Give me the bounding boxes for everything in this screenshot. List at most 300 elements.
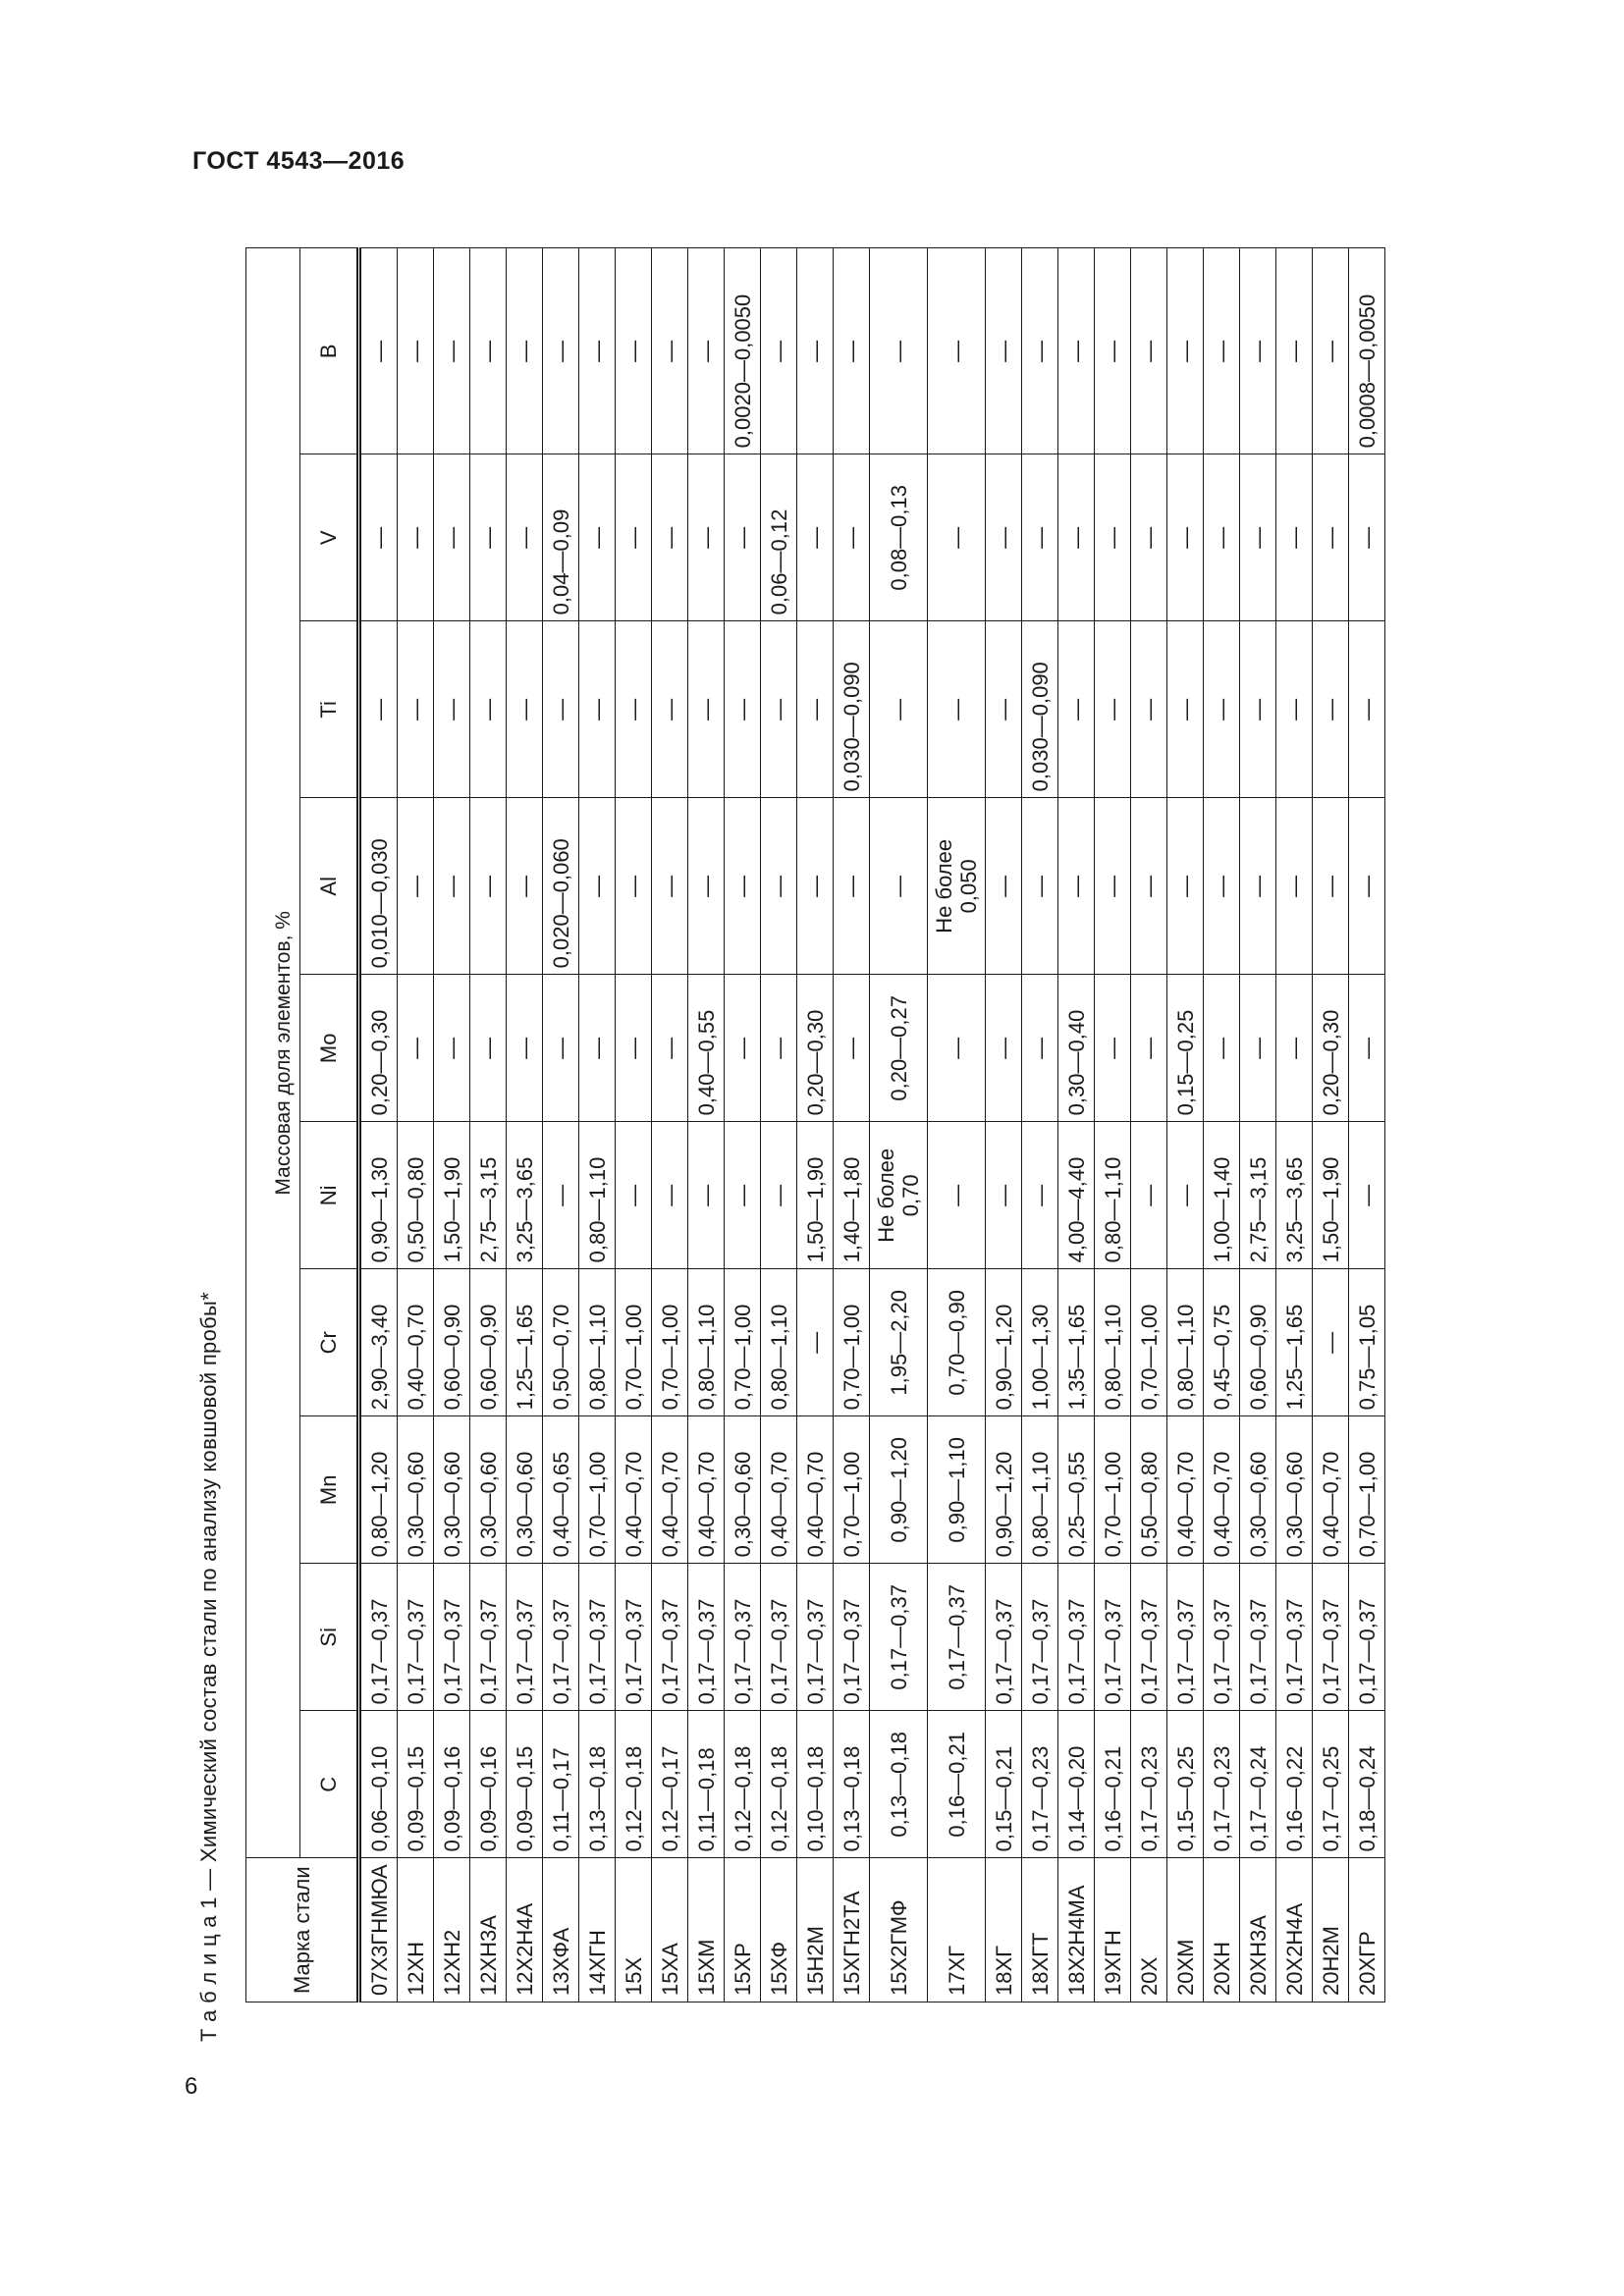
steel-grade-cell: 15Н2М xyxy=(797,1858,834,2002)
composition-cell: — xyxy=(579,621,616,798)
composition-cell: 0,17—0,37 xyxy=(1022,1564,1058,1711)
composition-cell: 0,70—1,00 xyxy=(652,1269,688,1416)
composition-cell: — xyxy=(359,248,398,454)
composition-cell: 0,40—0,70 xyxy=(616,1416,652,1564)
composition-cell: — xyxy=(928,1122,986,1269)
composition-cell: — xyxy=(398,454,434,621)
composition-cell: — xyxy=(652,975,688,1122)
composition-cell: 0,80—1,10 xyxy=(579,1269,616,1416)
composition-cell: 0,20—0,30 xyxy=(797,975,834,1122)
composition-cell: — xyxy=(470,454,507,621)
table-body xyxy=(359,248,1385,2002)
element-header-row xyxy=(300,248,359,2002)
composition-cell: 2,75—3,15 xyxy=(1240,1122,1276,1269)
composition-cell: — xyxy=(1276,248,1313,454)
composition-cell: 0,16—0,22 xyxy=(1276,1711,1313,1858)
composition-cell: 1,25—1,65 xyxy=(1276,1269,1313,1416)
composition-cell: — xyxy=(725,454,761,621)
composition-cell: 0,70—1,00 xyxy=(1095,1416,1131,1564)
composition-cell: 0,17—0,37 xyxy=(725,1564,761,1711)
composition-cell: 0,17—0,37 xyxy=(797,1564,834,1711)
composition-cell: — xyxy=(986,1122,1022,1269)
element-header-cell: V xyxy=(300,454,359,621)
composition-cell: — xyxy=(398,798,434,975)
composition-cell: 0,40—0,65 xyxy=(543,1416,579,1564)
composition-cell: Не более 0,70 xyxy=(870,1122,928,1269)
composition-cell: 0,09—0,15 xyxy=(507,1711,543,1858)
composition-cell: — xyxy=(725,798,761,975)
table-row xyxy=(1276,248,1313,2002)
composition-cell: 0,13—0,18 xyxy=(870,1711,928,1858)
composition-cell: — xyxy=(398,621,434,798)
composition-cell: — xyxy=(1022,798,1058,975)
composition-cell: 0,17—0,37 xyxy=(579,1564,616,1711)
composition-cell: 0,20—0,27 xyxy=(870,975,928,1122)
composition-cell: 0,17—0,37 xyxy=(1349,1564,1385,1711)
composition-cell: 0,15—0,25 xyxy=(1167,975,1204,1122)
table-row xyxy=(359,248,398,2002)
composition-cell: 1,50—1,90 xyxy=(1313,1122,1349,1269)
rotated-table-block xyxy=(196,196,1473,2042)
composition-cell: 0,18—0,24 xyxy=(1349,1711,1385,1858)
table-row xyxy=(398,248,434,2002)
table-row xyxy=(928,248,986,2002)
composition-cell: — xyxy=(870,248,928,454)
composition-cell: 0,40—0,70 xyxy=(398,1269,434,1416)
composition-cell: — xyxy=(1058,798,1095,975)
composition-cell: 0,0008—0,0050 xyxy=(1349,248,1385,454)
composition-cell: — xyxy=(688,454,725,621)
steel-grade-cell: 18Х2Н4МА xyxy=(1058,1858,1095,2002)
composition-cell: — xyxy=(1349,1122,1385,1269)
steel-grade-cell: 12ХН2 xyxy=(434,1858,470,2002)
composition-cell: — xyxy=(1095,248,1131,454)
composition-cell: 0,17—0,37 xyxy=(834,1564,870,1711)
composition-cell: — xyxy=(1276,621,1313,798)
composition-cell: — xyxy=(986,621,1022,798)
steel-grade-cell: 12ХН3А xyxy=(470,1858,507,2002)
composition-cell: — xyxy=(470,248,507,454)
composition-cell: — xyxy=(1167,798,1204,975)
composition-cell: — xyxy=(470,621,507,798)
steel-grade-cell: 17ХГ xyxy=(928,1858,986,2002)
composition-cell: — xyxy=(507,248,543,454)
element-header-cell: B xyxy=(300,248,359,454)
steel-grade-cell: 20Х xyxy=(1131,1858,1167,2002)
composition-cell: — xyxy=(1349,621,1385,798)
composition-cell: 0,40—0,70 xyxy=(761,1416,797,1564)
composition-cell: 2,75—3,15 xyxy=(470,1122,507,1269)
composition-cell: 0,10—0,18 xyxy=(797,1711,834,1858)
composition-cell: — xyxy=(398,248,434,454)
steel-grade-cell: 07Х3ГНМЮА xyxy=(359,1858,398,2002)
composition-cell: — xyxy=(1022,1122,1058,1269)
composition-cell: — xyxy=(1349,454,1385,621)
composition-cell: — xyxy=(1058,621,1095,798)
composition-cell: — xyxy=(834,248,870,454)
composition-cell: — xyxy=(1240,975,1276,1122)
composition-cell: 0,50—0,70 xyxy=(543,1269,579,1416)
composition-cell: — xyxy=(1022,248,1058,454)
composition-cell: — xyxy=(986,975,1022,1122)
composition-cell: 0,17—0,37 xyxy=(1167,1564,1204,1711)
composition-cell: — xyxy=(507,621,543,798)
page-number: 6 xyxy=(185,2073,198,2100)
table-row xyxy=(688,248,725,2002)
table-row xyxy=(1240,248,1276,2002)
composition-cell: — xyxy=(928,621,986,798)
composition-cell: — xyxy=(1313,248,1349,454)
composition-cell: — xyxy=(579,975,616,1122)
composition-cell: — xyxy=(1204,248,1240,454)
composition-cell: 0,020—0,060 xyxy=(543,798,579,975)
table-row xyxy=(1058,248,1095,2002)
composition-cell: 1,25—1,65 xyxy=(507,1269,543,1416)
composition-cell: 0,17—0,37 xyxy=(688,1564,725,1711)
composition-cell: 0,17—0,37 xyxy=(1095,1564,1131,1711)
element-header-cell: Si xyxy=(300,1564,359,1711)
composition-cell: 0,40—0,70 xyxy=(1167,1416,1204,1564)
composition-cell: — xyxy=(797,798,834,975)
composition-cell: — xyxy=(616,454,652,621)
composition-cell: 0,09—0,16 xyxy=(470,1711,507,1858)
composition-cell: 0,90—1,10 xyxy=(928,1416,986,1564)
composition-cell: — xyxy=(1276,798,1313,975)
composition-cell: 1,50—1,90 xyxy=(797,1122,834,1269)
element-header-cell: Al xyxy=(300,798,359,975)
composition-cell: — xyxy=(761,248,797,454)
composition-cell: — xyxy=(797,621,834,798)
composition-cell: 0,17—0,37 xyxy=(470,1564,507,1711)
composition-cell: 0,80—1,10 xyxy=(1167,1269,1204,1416)
composition-cell: 0,90—1,30 xyxy=(359,1122,398,1269)
composition-cell: — xyxy=(928,975,986,1122)
composition-cell: 0,17—0,23 xyxy=(1131,1711,1167,1858)
composition-cell: 0,60—0,90 xyxy=(1240,1269,1276,1416)
composition-cell: — xyxy=(986,454,1022,621)
composition-cell: 0,17—0,37 xyxy=(870,1564,928,1711)
composition-cell: 0,40—0,70 xyxy=(1313,1416,1349,1564)
composition-cell: — xyxy=(579,798,616,975)
composition-cell: — xyxy=(470,798,507,975)
composition-cell: 0,030—0,090 xyxy=(834,621,870,798)
composition-cell: 0,13—0,18 xyxy=(834,1711,870,1858)
composition-cell: — xyxy=(616,975,652,1122)
steel-grade-cell: 20Н2М xyxy=(1313,1858,1349,2002)
composition-cell: 0,06—0,10 xyxy=(359,1711,398,1858)
composition-cell: 0,17—0,23 xyxy=(1204,1711,1240,1858)
composition-cell: — xyxy=(1240,454,1276,621)
table-row xyxy=(797,248,834,2002)
composition-cell: — xyxy=(434,248,470,454)
composition-cell: 0,17—0,37 xyxy=(359,1564,398,1711)
composition-cell: 0,50—0,80 xyxy=(1131,1416,1167,1564)
composition-cell: — xyxy=(1131,454,1167,621)
composition-cell: 0,12—0,18 xyxy=(725,1711,761,1858)
composition-cell: — xyxy=(652,1122,688,1269)
composition-cell: 0,30—0,60 xyxy=(470,1416,507,1564)
composition-cell: — xyxy=(434,798,470,975)
composition-cell: — xyxy=(543,1122,579,1269)
composition-cell: — xyxy=(834,975,870,1122)
composition-cell: — xyxy=(797,454,834,621)
composition-cell: — xyxy=(986,248,1022,454)
composition-cell: — xyxy=(1095,975,1131,1122)
steel-grade-cell: 14ХГН xyxy=(579,1858,616,2002)
composition-cell: — xyxy=(761,798,797,975)
composition-cell: 0,80—1,10 xyxy=(1095,1269,1131,1416)
composition-cell: 0,17—0,37 xyxy=(928,1564,986,1711)
table-row xyxy=(1167,248,1204,2002)
composition-cell: — xyxy=(470,975,507,1122)
composition-cell: 0,40—0,70 xyxy=(1204,1416,1240,1564)
composition-cell: 0,70—1,00 xyxy=(1349,1416,1385,1564)
composition-cell: — xyxy=(1204,621,1240,798)
composition-cell: — xyxy=(928,248,986,454)
composition-cell: — xyxy=(870,621,928,798)
composition-cell: — xyxy=(359,454,398,621)
composition-cell: 0,90—1,20 xyxy=(870,1416,928,1564)
table-row xyxy=(1131,248,1167,2002)
steel-grade-cell: 15ХР xyxy=(725,1858,761,2002)
composition-cell: 0,60—0,90 xyxy=(470,1269,507,1416)
composition-cell: 0,17—0,37 xyxy=(507,1564,543,1711)
composition-cell: — xyxy=(761,1122,797,1269)
composition-cell: 0,45—0,75 xyxy=(1204,1269,1240,1416)
composition-cell: 0,90—1,20 xyxy=(986,1269,1022,1416)
table-row xyxy=(579,248,616,2002)
element-header-cell: Ni xyxy=(300,1122,359,1269)
composition-cell: — xyxy=(870,798,928,975)
table-row xyxy=(1095,248,1131,2002)
table-row xyxy=(1204,248,1240,2002)
composition-cell: — xyxy=(761,621,797,798)
steel-grade-cell: 20Х2Н4А xyxy=(1276,1858,1313,2002)
steel-grade-cell: 15ХФ xyxy=(761,1858,797,2002)
composition-cell: 0,13—0,18 xyxy=(579,1711,616,1858)
composition-cell: 1,00—1,40 xyxy=(1204,1122,1240,1269)
composition-cell: 0,0020—0,0050 xyxy=(725,248,761,454)
composition-cell: — xyxy=(1131,975,1167,1122)
composition-cell: 0,30—0,60 xyxy=(398,1416,434,1564)
composition-cell: — xyxy=(1313,454,1349,621)
composition-cell: — xyxy=(1131,798,1167,975)
composition-cell: — xyxy=(1276,975,1313,1122)
mass-fraction-header: Массовая доля элементов, % xyxy=(246,248,300,1858)
steel-grade-cell: 15ХА xyxy=(652,1858,688,2002)
composition-cell: 0,30—0,60 xyxy=(725,1416,761,1564)
composition-cell: — xyxy=(1022,454,1058,621)
composition-cell: 1,00—1,30 xyxy=(1022,1269,1058,1416)
composition-cell: — xyxy=(1167,621,1204,798)
composition-cell: — xyxy=(928,454,986,621)
composition-cell: 0,70—1,00 xyxy=(725,1269,761,1416)
composition-cell: 0,16—0,21 xyxy=(1095,1711,1131,1858)
table-row xyxy=(761,248,797,2002)
steel-grade-cell: 13ХФА xyxy=(543,1858,579,2002)
composition-cell: — xyxy=(1204,975,1240,1122)
table-row xyxy=(725,248,761,2002)
table-row xyxy=(986,248,1022,2002)
composition-cell: 0,12—0,17 xyxy=(652,1711,688,1858)
composition-cell: 1,40—1,80 xyxy=(834,1122,870,1269)
composition-cell: — xyxy=(725,621,761,798)
steel-grade-cell: 20ХГР xyxy=(1349,1858,1385,2002)
composition-cell: 0,70—1,00 xyxy=(834,1416,870,1564)
steel-grade-cell: 12ХН xyxy=(398,1858,434,2002)
table-row xyxy=(834,248,870,2002)
composition-cell: 4,00—4,40 xyxy=(1058,1122,1095,1269)
composition-cell: 0,010—0,030 xyxy=(359,798,398,975)
composition-cell: — xyxy=(1349,798,1385,975)
composition-cell: — xyxy=(543,975,579,1122)
table-caption: Т а б л и ц а 1 — Химический состав стали по анализу ковшовой пробы* xyxy=(196,1292,221,2042)
composition-cell: 0,20—0,30 xyxy=(1313,975,1349,1122)
table-row xyxy=(507,248,543,2002)
composition-cell: — xyxy=(579,454,616,621)
composition-cell: — xyxy=(688,798,725,975)
document-header: ГОСТ 4543—2016 xyxy=(192,147,406,175)
steel-grade-cell: 15Х2ГМФ xyxy=(870,1858,928,2002)
composition-cell: 0,17—0,25 xyxy=(1313,1711,1349,1858)
composition-cell: 0,11—0,17 xyxy=(543,1711,579,1858)
composition-cell: — xyxy=(616,621,652,798)
composition-cell: 0,17—0,37 xyxy=(1204,1564,1240,1711)
table-row xyxy=(652,248,688,2002)
composition-cell: 1,35—1,65 xyxy=(1058,1269,1095,1416)
composition-cell: 0,80—1,10 xyxy=(579,1122,616,1269)
composition-cell: Не более 0,050 xyxy=(928,798,986,975)
composition-cell: 0,06—0,12 xyxy=(761,454,797,621)
composition-cell: — xyxy=(688,1122,725,1269)
element-header-cell: C xyxy=(300,1711,359,1858)
table-row xyxy=(870,248,928,2002)
composition-cell: 0,17—0,23 xyxy=(1022,1711,1058,1858)
composition-cell: 1,50—1,90 xyxy=(434,1122,470,1269)
composition-cell: — xyxy=(507,975,543,1122)
composition-cell: — xyxy=(1167,454,1204,621)
composition-cell: 0,40—0,70 xyxy=(652,1416,688,1564)
composition-cell: 0,08—0,13 xyxy=(870,454,928,621)
composition-cell: — xyxy=(616,1122,652,1269)
table-row xyxy=(1313,248,1349,2002)
composition-cell: 0,70—1,00 xyxy=(1131,1269,1167,1416)
composition-cell: — xyxy=(652,454,688,621)
table-row xyxy=(1349,248,1385,2002)
table-row xyxy=(1022,248,1058,2002)
composition-cell: 0,70—0,90 xyxy=(928,1269,986,1416)
composition-cell: 0,30—0,60 xyxy=(434,1416,470,1564)
table-row xyxy=(543,248,579,2002)
composition-cell: — xyxy=(652,621,688,798)
element-header-cell: Cr xyxy=(300,1269,359,1416)
composition-cell: 0,12—0,18 xyxy=(761,1711,797,1858)
composition-cell: 0,80—1,10 xyxy=(688,1269,725,1416)
composition-cell: — xyxy=(1022,975,1058,1122)
steel-grade-cell: 20ХМ xyxy=(1167,1858,1204,2002)
composition-cell: — xyxy=(1313,621,1349,798)
composition-cell: 0,17—0,37 xyxy=(616,1564,652,1711)
steel-grade-cell: 15ХГН2ТА xyxy=(834,1858,870,2002)
composition-cell: 1,95—2,20 xyxy=(870,1269,928,1416)
composition-cell: 0,17—0,37 xyxy=(398,1564,434,1711)
composition-cell: — xyxy=(1240,248,1276,454)
composition-cell: 0,17—0,37 xyxy=(652,1564,688,1711)
composition-cell: 2,90—3,40 xyxy=(359,1269,398,1416)
composition-cell: 0,40—0,70 xyxy=(797,1416,834,1564)
composition-cell: 0,17—0,37 xyxy=(434,1564,470,1711)
composition-cell: 0,50—0,80 xyxy=(398,1122,434,1269)
composition-cell: — xyxy=(834,798,870,975)
composition-cell: 0,17—0,24 xyxy=(1240,1711,1276,1858)
composition-cell: — xyxy=(1095,798,1131,975)
composition-cell: — xyxy=(1349,975,1385,1122)
composition-cell: 0,40—0,55 xyxy=(688,975,725,1122)
element-header-cell: Ti xyxy=(300,621,359,798)
composition-cell: 0,17—0,37 xyxy=(761,1564,797,1711)
composition-cell: — xyxy=(1240,798,1276,975)
composition-cell: 0,17—0,37 xyxy=(1131,1564,1167,1711)
composition-cell: 0,030—0,090 xyxy=(1022,621,1058,798)
chemical-composition-table xyxy=(245,247,1385,2002)
steel-grade-cell: 19ХГН xyxy=(1095,1858,1131,2002)
composition-cell: 0,09—0,15 xyxy=(398,1711,434,1858)
composition-cell: 3,25—3,65 xyxy=(507,1122,543,1269)
composition-cell: 0,20—0,30 xyxy=(359,975,398,1122)
composition-cell: 0,25—0,55 xyxy=(1058,1416,1095,1564)
composition-cell: — xyxy=(359,621,398,798)
composition-cell: 0,70—1,00 xyxy=(834,1269,870,1416)
composition-cell: 0,17—0,37 xyxy=(1240,1564,1276,1711)
steel-grade-cell: 18ХГ xyxy=(986,1858,1022,2002)
composition-cell: 0,75—1,05 xyxy=(1349,1269,1385,1416)
composition-cell: — xyxy=(543,248,579,454)
table-row xyxy=(616,248,652,2002)
steel-grade-cell: 18ХГТ xyxy=(1022,1858,1058,2002)
composition-cell: 0,16—0,21 xyxy=(928,1711,986,1858)
composition-cell: 0,14—0,20 xyxy=(1058,1711,1095,1858)
composition-cell: 0,90—1,20 xyxy=(986,1416,1022,1564)
composition-cell: — xyxy=(616,248,652,454)
composition-cell: — xyxy=(834,454,870,621)
composition-cell: — xyxy=(688,621,725,798)
composition-cell: — xyxy=(1276,454,1313,621)
composition-cell: — xyxy=(797,248,834,454)
composition-cell: — xyxy=(1095,621,1131,798)
steel-grade-cell: 12Х2Н4А xyxy=(507,1858,543,2002)
steel-grade-cell: 15Х xyxy=(616,1858,652,2002)
composition-cell: 0,15—0,25 xyxy=(1167,1711,1204,1858)
composition-cell: 0,12—0,18 xyxy=(616,1711,652,1858)
composition-cell: — xyxy=(1204,798,1240,975)
composition-cell: 0,17—0,37 xyxy=(986,1564,1022,1711)
composition-cell: 0,80—1,10 xyxy=(1095,1122,1131,1269)
composition-cell: 0,80—1,10 xyxy=(761,1269,797,1416)
composition-cell: 0,09—0,16 xyxy=(434,1711,470,1858)
composition-cell: 0,80—1,20 xyxy=(359,1416,398,1564)
element-header-cell: Mo xyxy=(300,975,359,1122)
composition-cell: — xyxy=(761,975,797,1122)
composition-cell: 0,04—0,09 xyxy=(543,454,579,621)
composition-cell: — xyxy=(1240,621,1276,798)
composition-cell: — xyxy=(986,798,1022,975)
composition-cell: — xyxy=(1167,1122,1204,1269)
composition-cell: — xyxy=(579,248,616,454)
composition-cell: 0,30—0,60 xyxy=(1276,1416,1313,1564)
composition-cell: — xyxy=(725,1122,761,1269)
composition-cell: 0,11—0,18 xyxy=(688,1711,725,1858)
composition-cell: — xyxy=(1095,454,1131,621)
